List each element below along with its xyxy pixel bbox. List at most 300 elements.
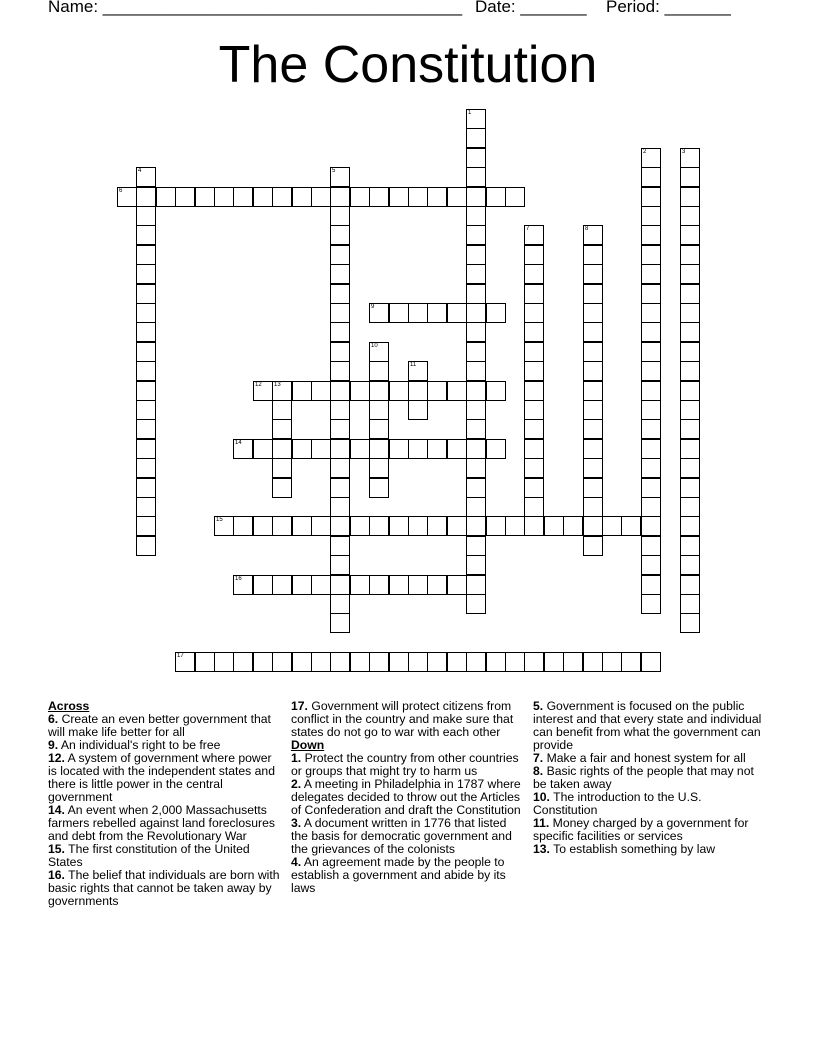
crossword-cell[interactable]: [408, 439, 428, 459]
crossword-cell[interactable]: [330, 322, 350, 342]
crossword-cell[interactable]: [544, 516, 564, 536]
crossword-cell[interactable]: [292, 381, 312, 401]
crossword-cell[interactable]: [447, 303, 467, 323]
crossword-cell[interactable]: [641, 652, 661, 672]
crossword-cell[interactable]: [524, 225, 544, 245]
crossword-cell[interactable]: [524, 322, 544, 342]
crossword-cell[interactable]: [544, 652, 564, 672]
crossword-cell[interactable]: [466, 225, 486, 245]
crossword-cell[interactable]: [175, 187, 195, 207]
crossword-cell[interactable]: [272, 516, 292, 536]
across-heading: Across: [48, 699, 90, 713]
crossword-cell[interactable]: [583, 458, 603, 478]
crossword-cell[interactable]: [330, 361, 350, 381]
crossword-cell[interactable]: [272, 575, 292, 595]
crossword-cell[interactable]: [117, 187, 137, 207]
crossword-cell[interactable]: [292, 516, 312, 536]
crossword-cell[interactable]: [583, 225, 603, 245]
crossword-cell[interactable]: [369, 303, 389, 323]
crossword-cell[interactable]: [641, 284, 661, 304]
crossword-cell[interactable]: [524, 303, 544, 323]
crossword-cell[interactable]: [583, 652, 603, 672]
crossword-cell[interactable]: [136, 322, 156, 342]
crossword-cell[interactable]: [680, 206, 700, 226]
crossword-cell[interactable]: [369, 516, 389, 536]
clue-number: 8: [585, 226, 589, 232]
crossword-cell[interactable]: [233, 187, 253, 207]
crossword-cell[interactable]: [330, 342, 350, 362]
crossword-cell[interactable]: [311, 652, 331, 672]
crossword-cell[interactable]: [272, 652, 292, 672]
crossword-cell[interactable]: [583, 439, 603, 459]
crossword-cell[interactable]: [136, 206, 156, 226]
crossword-cell[interactable]: [427, 652, 447, 672]
crossword-cell[interactable]: [680, 342, 700, 362]
crossword-cell[interactable]: [369, 342, 389, 362]
crossword-cell[interactable]: [466, 167, 486, 187]
crossword-cell[interactable]: [369, 458, 389, 478]
clue-number: 11: [410, 362, 417, 368]
crossword-cell[interactable]: [330, 400, 350, 420]
across-clue: 16. The belief that individuals are born with basic rights that cannot be taken away by governments: [48, 868, 280, 908]
crossword-cell[interactable]: [486, 516, 506, 536]
crossword-cell[interactable]: [466, 361, 486, 381]
clue-number: 6: [119, 188, 123, 194]
crossword-cell[interactable]: [641, 206, 661, 226]
crossword-cell[interactable]: [330, 245, 350, 265]
crossword-cell[interactable]: [136, 381, 156, 401]
crossword-cell[interactable]: [253, 381, 273, 401]
crossword-cell[interactable]: [253, 575, 273, 595]
crossword-cell[interactable]: [466, 322, 486, 342]
crossword-cell[interactable]: [466, 148, 486, 168]
crossword-cell[interactable]: [466, 458, 486, 478]
crossword-cell[interactable]: [680, 419, 700, 439]
crossword-cell[interactable]: [505, 652, 525, 672]
crossword-cell[interactable]: [330, 206, 350, 226]
crossword-cell[interactable]: [389, 516, 409, 536]
crossword-cell[interactable]: [583, 400, 603, 420]
crossword-cell[interactable]: [583, 536, 603, 556]
crossword-cell[interactable]: [447, 516, 467, 536]
clue-number: 9: [371, 304, 375, 310]
crossword-cell[interactable]: [602, 652, 622, 672]
crossword-cell[interactable]: [350, 516, 370, 536]
crossword-cell[interactable]: [330, 458, 350, 478]
down-clue: 11. Money charged by a government for specific facilities or services: [533, 816, 749, 843]
crossword-cell[interactable]: [292, 652, 312, 672]
crossword-cell[interactable]: [680, 381, 700, 401]
crossword-cell[interactable]: [641, 400, 661, 420]
crossword-cell[interactable]: [466, 594, 486, 614]
crossword-cell[interactable]: [136, 303, 156, 323]
crossword-cell[interactable]: [408, 516, 428, 536]
crossword-cell[interactable]: [427, 575, 447, 595]
clues-column-3: [533, 700, 765, 856]
crossword-cell[interactable]: [389, 652, 409, 672]
across-clue: 12. A system of government where power is located with the independent states and there is little power in the central government: [48, 751, 275, 804]
across-clue: 14. An event when 2,000 Massachusetts farmers rebelled against land foreclosures and debt from the Revolutionary War: [48, 803, 275, 843]
crossword-cell[interactable]: [136, 400, 156, 420]
crossword-cell[interactable]: [641, 594, 661, 614]
crossword-cell[interactable]: [330, 381, 350, 401]
crossword-cell[interactable]: [447, 381, 467, 401]
crossword-cell[interactable]: [621, 516, 641, 536]
crossword-cell[interactable]: [136, 458, 156, 478]
crossword-cell[interactable]: [641, 342, 661, 362]
crossword-cell[interactable]: [466, 652, 486, 672]
crossword-cell[interactable]: [272, 458, 292, 478]
clues-column-2: [291, 700, 523, 895]
crossword-cell[interactable]: [369, 187, 389, 207]
crossword-cell[interactable]: [369, 478, 389, 498]
crossword-cell[interactable]: [466, 264, 486, 284]
crossword-cell[interactable]: [641, 361, 661, 381]
crossword-cell[interactable]: [583, 516, 603, 536]
crossword-cell[interactable]: [350, 381, 370, 401]
date-field-label[interactable]: Date: _______: [475, 0, 587, 16]
crossword-cell[interactable]: [408, 400, 428, 420]
crossword-cell[interactable]: [641, 497, 661, 517]
crossword-cell[interactable]: [486, 381, 506, 401]
crossword-cell[interactable]: [466, 400, 486, 420]
crossword-cell[interactable]: [369, 400, 389, 420]
crossword-cell[interactable]: [408, 575, 428, 595]
crossword-cell[interactable]: [680, 458, 700, 478]
crossword-cell[interactable]: [641, 381, 661, 401]
crossword-cell[interactable]: [583, 264, 603, 284]
crossword-cell[interactable]: [641, 458, 661, 478]
crossword-cell[interactable]: [330, 303, 350, 323]
crossword-cell[interactable]: [583, 381, 603, 401]
crossword-cell[interactable]: [195, 652, 215, 672]
crossword-cell[interactable]: [641, 303, 661, 323]
crossword-cell[interactable]: [311, 516, 331, 536]
clue-number: 2: [643, 149, 647, 155]
crossword-cell[interactable]: [350, 439, 370, 459]
crossword-cell[interactable]: [486, 187, 506, 207]
crossword-cell[interactable]: [466, 284, 486, 304]
crossword-cell[interactable]: [583, 322, 603, 342]
crossword-cell[interactable]: [641, 322, 661, 342]
crossword-cell[interactable]: [156, 187, 176, 207]
crossword-cell[interactable]: [641, 555, 661, 575]
crossword-cell[interactable]: [330, 652, 350, 672]
crossword-cell[interactable]: [641, 245, 661, 265]
crossword-cell[interactable]: [408, 303, 428, 323]
crossword-cell[interactable]: [602, 516, 622, 536]
crossword-cell[interactable]: [311, 575, 331, 595]
crossword-cell[interactable]: [583, 245, 603, 265]
crossword-cell[interactable]: [136, 536, 156, 556]
crossword-cell[interactable]: [330, 225, 350, 245]
crossword-cell[interactable]: [330, 264, 350, 284]
crossword-cell[interactable]: [641, 536, 661, 556]
crossword-cell[interactable]: [272, 381, 292, 401]
clue-number: 12: [255, 382, 262, 388]
name-field-label[interactable]: Name: ______________________________________: [48, 0, 463, 16]
crossword-cell[interactable]: [505, 187, 525, 207]
crossword-cell[interactable]: [330, 439, 350, 459]
crossword-cell[interactable]: [583, 497, 603, 517]
crossword-cell[interactable]: [369, 361, 389, 381]
crossword-cell[interactable]: [563, 652, 583, 672]
crossword-cell[interactable]: [427, 187, 447, 207]
clue-number: 10: [371, 343, 378, 349]
crossword-cell[interactable]: [253, 439, 273, 459]
crossword-cell[interactable]: [466, 206, 486, 226]
crossword-cell[interactable]: [447, 187, 467, 207]
crossword-cell[interactable]: [680, 613, 700, 633]
crossword-cell[interactable]: [427, 439, 447, 459]
crossword-cell[interactable]: [680, 594, 700, 614]
clue-number: 1: [468, 110, 472, 116]
crossword-cell[interactable]: [680, 497, 700, 517]
crossword-cell[interactable]: [136, 497, 156, 517]
crossword-cell[interactable]: [350, 652, 370, 672]
crossword-cell[interactable]: [253, 652, 273, 672]
down-clue: 7. Make a fair and honest system for all: [533, 751, 746, 765]
crossword-cell[interactable]: [136, 478, 156, 498]
crossword-cell[interactable]: [408, 361, 428, 381]
crossword-cell[interactable]: [583, 419, 603, 439]
crossword-cell[interactable]: [136, 167, 156, 187]
crossword-cell[interactable]: [466, 128, 486, 148]
crossword-cell[interactable]: [524, 400, 544, 420]
crossword-cell[interactable]: [214, 516, 234, 536]
crossword-cell[interactable]: [621, 652, 641, 672]
crossword-cell[interactable]: [330, 536, 350, 556]
crossword-cell[interactable]: [641, 439, 661, 459]
crossword-cell[interactable]: [641, 225, 661, 245]
clue-number: 7: [526, 226, 530, 232]
crossword-cell[interactable]: [350, 187, 370, 207]
crossword-cell[interactable]: [311, 439, 331, 459]
crossword-cell[interactable]: [195, 187, 215, 207]
crossword-cell[interactable]: [136, 342, 156, 362]
crossword-cell[interactable]: [466, 303, 486, 323]
crossword-cell[interactable]: [680, 516, 700, 536]
crossword-cell[interactable]: [680, 284, 700, 304]
crossword-cell[interactable]: [447, 439, 467, 459]
crossword-cell[interactable]: [563, 516, 583, 536]
crossword-cell[interactable]: [641, 478, 661, 498]
crossword-cell[interactable]: [330, 167, 350, 187]
crossword-cell[interactable]: [583, 361, 603, 381]
crossword-cell[interactable]: [641, 167, 661, 187]
crossword-cell[interactable]: [389, 381, 409, 401]
crossword-cell[interactable]: [680, 264, 700, 284]
crossword-cell[interactable]: [427, 381, 447, 401]
crossword-cell[interactable]: [641, 187, 661, 207]
crossword-cell[interactable]: [641, 575, 661, 595]
clue-number: 4: [138, 168, 142, 174]
crossword-cell[interactable]: [272, 400, 292, 420]
crossword-cell[interactable]: [447, 652, 467, 672]
across-clue: 17. Government will protect citizens from conflict in the country and make sure that states do not go to war with each other: [291, 699, 514, 739]
crossword-cell[interactable]: [680, 187, 700, 207]
crossword-cell[interactable]: [466, 187, 486, 207]
crossword-cell[interactable]: [524, 439, 544, 459]
crossword-cell[interactable]: [136, 439, 156, 459]
crossword-cell[interactable]: [680, 225, 700, 245]
crossword-cell[interactable]: [272, 478, 292, 498]
down-clue: 2. A meeting in Philadelphia in 1787 where delegates decided to throw out the Articles of Confederation and draft the Constitution: [291, 777, 521, 817]
crossword-cell[interactable]: [233, 439, 253, 459]
crossword-cell[interactable]: [311, 381, 331, 401]
crossword-cell[interactable]: [330, 613, 350, 633]
crossword-cell[interactable]: [447, 575, 467, 595]
crossword-cell[interactable]: [524, 342, 544, 362]
clue-number: 17: [177, 653, 184, 659]
crossword-cell[interactable]: [292, 439, 312, 459]
clue-number: 15: [216, 517, 223, 523]
crossword-cell[interactable]: [524, 361, 544, 381]
crossword-cell[interactable]: [175, 652, 195, 672]
crossword-cell[interactable]: [136, 516, 156, 536]
crossword-cell[interactable]: [524, 264, 544, 284]
crossword-cell[interactable]: [680, 148, 700, 168]
crossword-cell[interactable]: [330, 284, 350, 304]
crossword-cell[interactable]: [680, 361, 700, 381]
crossword-cell[interactable]: [641, 148, 661, 168]
crossword-cell[interactable]: [680, 536, 700, 556]
crossword-cell[interactable]: [408, 381, 428, 401]
crossword-cell[interactable]: [136, 187, 156, 207]
crossword-cell[interactable]: [641, 516, 661, 536]
down-clue: 10. The introduction to the U.S. Constitution: [533, 790, 702, 817]
crossword-cell[interactable]: [330, 187, 350, 207]
crossword-cell[interactable]: [583, 303, 603, 323]
crossword-cell[interactable]: [389, 303, 409, 323]
crossword-cell[interactable]: [466, 516, 486, 536]
crossword-cell[interactable]: [680, 400, 700, 420]
crossword-cell[interactable]: [136, 419, 156, 439]
crossword-cell[interactable]: [233, 652, 253, 672]
crossword-cell[interactable]: [214, 187, 234, 207]
crossword-cell[interactable]: [136, 361, 156, 381]
crossword-cell[interactable]: [583, 342, 603, 362]
crossword-cell[interactable]: [466, 497, 486, 517]
crossword-cell[interactable]: [369, 575, 389, 595]
crossword-cell[interactable]: [466, 439, 486, 459]
crossword-cell[interactable]: [466, 478, 486, 498]
crossword-cell[interactable]: [369, 419, 389, 439]
crossword-cell[interactable]: [330, 594, 350, 614]
crossword-cell[interactable]: [408, 652, 428, 672]
crossword-cell[interactable]: [233, 516, 253, 536]
crossword-cell[interactable]: [330, 419, 350, 439]
across-clue: 9. An individual's right to be free: [48, 738, 221, 752]
crossword-cell[interactable]: [311, 187, 331, 207]
down-clue: 13. To establish something by law: [533, 842, 716, 856]
crossword-cell[interactable]: [389, 439, 409, 459]
down-clue: 3. A document written in 1776 that listed the basis for democratic government and the grievances of the colonists: [291, 816, 512, 856]
crossword-cell[interactable]: [330, 555, 350, 575]
crossword-cell[interactable]: [524, 458, 544, 478]
crossword-cell[interactable]: [253, 187, 273, 207]
crossword-cell[interactable]: [680, 245, 700, 265]
crossword-cell[interactable]: [272, 187, 292, 207]
crossword-cell[interactable]: [583, 478, 603, 498]
crossword-cell[interactable]: [524, 245, 544, 265]
crossword-cell[interactable]: [486, 439, 506, 459]
crossword-cell[interactable]: [466, 342, 486, 362]
crossword-cell[interactable]: [680, 555, 700, 575]
crossword-cell[interactable]: [466, 575, 486, 595]
crossword-cell[interactable]: [369, 439, 389, 459]
crossword-cell[interactable]: [524, 652, 544, 672]
crossword-cell[interactable]: [292, 187, 312, 207]
crossword-cell[interactable]: [136, 284, 156, 304]
crossword-cell[interactable]: [466, 381, 486, 401]
crossword-cell[interactable]: [272, 419, 292, 439]
crossword-cell[interactable]: [524, 419, 544, 439]
down-clue: 5. Government is focused on the public interest and that every state and individual can benefit from what the government can provide: [533, 699, 762, 752]
crossword-cell[interactable]: [524, 478, 544, 498]
crossword-cell[interactable]: [680, 322, 700, 342]
crossword-cell[interactable]: [641, 419, 661, 439]
crossword-cell[interactable]: [233, 575, 253, 595]
crossword-cell[interactable]: [466, 555, 486, 575]
across-clue: 15. The first constitution of the United States: [48, 842, 250, 869]
crossword-cell[interactable]: [330, 478, 350, 498]
crossword-cell[interactable]: [136, 264, 156, 284]
page-title: The Constitution: [218, 36, 598, 94]
crossword-cell[interactable]: [389, 575, 409, 595]
crossword-cell[interactable]: [214, 652, 234, 672]
crossword-cell[interactable]: [369, 652, 389, 672]
crossword-cell[interactable]: [486, 652, 506, 672]
period-field-label[interactable]: Period: _______: [606, 0, 731, 16]
clues-column-1: [48, 700, 280, 908]
crossword-cell[interactable]: [680, 303, 700, 323]
crossword-cell[interactable]: [330, 516, 350, 536]
crossword-cell[interactable]: [427, 303, 447, 323]
crossword-cell[interactable]: [253, 516, 273, 536]
crossword-cell[interactable]: [466, 419, 486, 439]
crossword-cell[interactable]: [680, 167, 700, 187]
crossword-cell[interactable]: [680, 575, 700, 595]
student-info-header: [48, 0, 788, 21]
crossword-cell[interactable]: [466, 109, 486, 129]
crossword-cell[interactable]: [136, 225, 156, 245]
crossword-cell[interactable]: [466, 245, 486, 265]
crossword-cell[interactable]: [680, 439, 700, 459]
crossword-cell[interactable]: [427, 516, 447, 536]
crossword-cell[interactable]: [583, 284, 603, 304]
crossword-cell[interactable]: [524, 516, 544, 536]
crossword-cell[interactable]: [389, 187, 409, 207]
crossword-cell[interactable]: [524, 381, 544, 401]
crossword-cell[interactable]: [136, 245, 156, 265]
crossword-cell[interactable]: [330, 497, 350, 517]
crossword-cell[interactable]: [369, 381, 389, 401]
crossword-cell[interactable]: [350, 575, 370, 595]
crossword-cell[interactable]: [486, 303, 506, 323]
crossword-cell[interactable]: [330, 575, 350, 595]
crossword-cell[interactable]: [641, 264, 661, 284]
crossword-cell[interactable]: [505, 516, 525, 536]
down-clue: 1. Protect the country from other countries or groups that might try to harm us: [291, 751, 519, 778]
crossword-cell[interactable]: [292, 575, 312, 595]
crossword-cell[interactable]: [272, 439, 292, 459]
crossword-cell[interactable]: [466, 536, 486, 556]
crossword-cell[interactable]: [408, 187, 428, 207]
crossword-cell[interactable]: [524, 497, 544, 517]
crossword-cell[interactable]: [524, 284, 544, 304]
crossword-cell[interactable]: [680, 478, 700, 498]
